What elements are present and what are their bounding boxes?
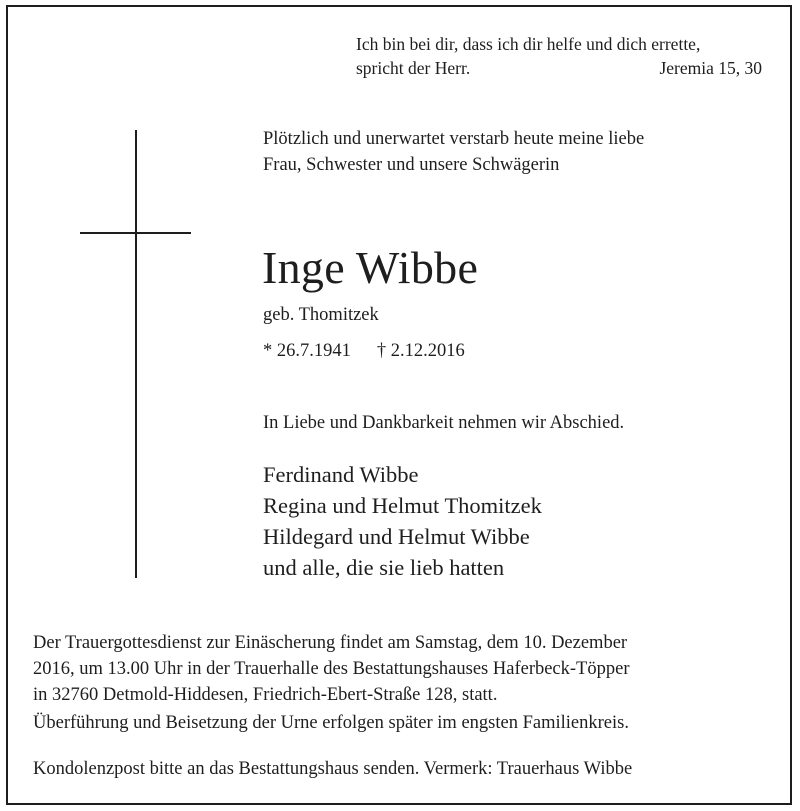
birth-date: * 26.7.1941: [263, 341, 351, 361]
transfer-info: Überführung und Beisetzung der Urne erfolgen später im engsten Familienkreis.: [33, 713, 629, 733]
life-dates: [263, 339, 465, 363]
quote-attribution: spricht der Herr.: [356, 58, 471, 78]
service-line-2: 2016, um 13.00 Uhr in der Trauerhalle des Bestattungshauses Haferbeck-Töpper: [33, 659, 630, 679]
cross-horizontal-bar: [80, 232, 191, 234]
mourner-line: und alle, die sie lieb hatten: [263, 555, 505, 580]
death-date: † 2.12.2016: [376, 341, 465, 361]
quote-line-1: Ich bin bei dir, dass ich dir helfe und dich errette,: [356, 34, 701, 54]
mourner-line: Regina und Helmut Thomitzek: [263, 493, 542, 518]
condolence-info: Kondolenzpost bitte an das Bestattungshaus senden. Vermerk: Trauerhaus Wibbe: [33, 759, 633, 779]
service-info: [33, 630, 629, 708]
service-line-3: in 32760 Detmold-Hiddesen, Friedrich-Ebert-Straße 128, statt.: [33, 685, 498, 705]
farewell-text: In Liebe und Dankbarkeit nehmen wir Abschied.: [263, 413, 625, 433]
intro-text: [263, 126, 644, 178]
maiden-name: geb. Thomitzek: [263, 305, 379, 325]
mourner-line: Hildegard und Helmut Wibbe: [263, 524, 530, 549]
cross-vertical-bar: [135, 130, 137, 578]
mourner-line: Ferdinand Wibbe: [263, 462, 419, 487]
service-line-1: Der Trauergottesdienst zur Einäscherung findet am Samstag, dem 10. Dezember: [33, 633, 628, 653]
quote-reference: Jeremia 15, 30: [659, 58, 762, 78]
mourners-list: [263, 459, 542, 583]
deceased-name: Inge Wibbe: [262, 242, 479, 293]
intro-line-1: Plötzlich und unerwartet verstarb heute meine liebe: [263, 129, 645, 149]
quote-line-2: [356, 56, 762, 80]
intro-line-2: Frau, Schwester und unsere Schwägerin: [263, 155, 560, 175]
bible-quote: [356, 32, 762, 80]
